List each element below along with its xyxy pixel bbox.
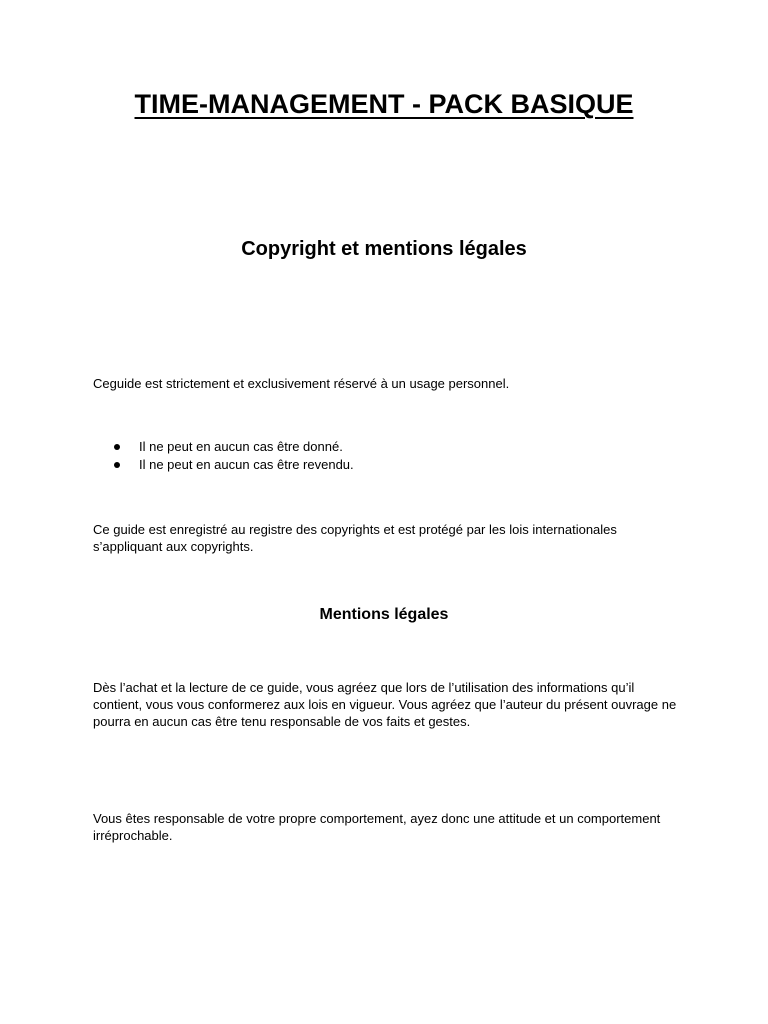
intro-paragraph: Ceguide est strictement et exclusivement réservé à un usage personnel.	[93, 376, 510, 391]
list-item	[114, 438, 354, 456]
copyright-heading: Copyright et mentions légales	[241, 238, 527, 260]
legal-paragraph-1: Dès l’achat et la lecture de ce guide, vous agréez que lors de l’utilisation des informations qu’il contient, vous vous conformerez aux lois en vigueur. Vous agréez que l’auteur du présent ouvrage ne pourra en aucun cas être tenu responsable de vos faits et gestes.	[93, 680, 677, 729]
restrictions-list	[114, 438, 354, 474]
list-item-text: Il ne peut en aucun cas être donné.	[139, 439, 343, 454]
list-item	[114, 456, 354, 474]
copyright-paragraph: Ce guide est enregistré au registre des copyrights et est protégé par les lois internationales s’appliquant aux copyrights.	[93, 522, 617, 554]
list-item-text: Il ne peut en aucun cas être revendu.	[139, 457, 354, 472]
legal-paragraph-2: Vous êtes responsable de votre propre comportement, ayez donc une attitude et un comportement irréprochable.	[93, 811, 661, 843]
legal-heading: Mentions légales	[319, 606, 449, 623]
document-title: TIME-MANAGEMENT - PACK BASIQUE	[134, 89, 634, 119]
bullet-icon	[114, 444, 120, 450]
bullet-icon	[114, 462, 120, 468]
